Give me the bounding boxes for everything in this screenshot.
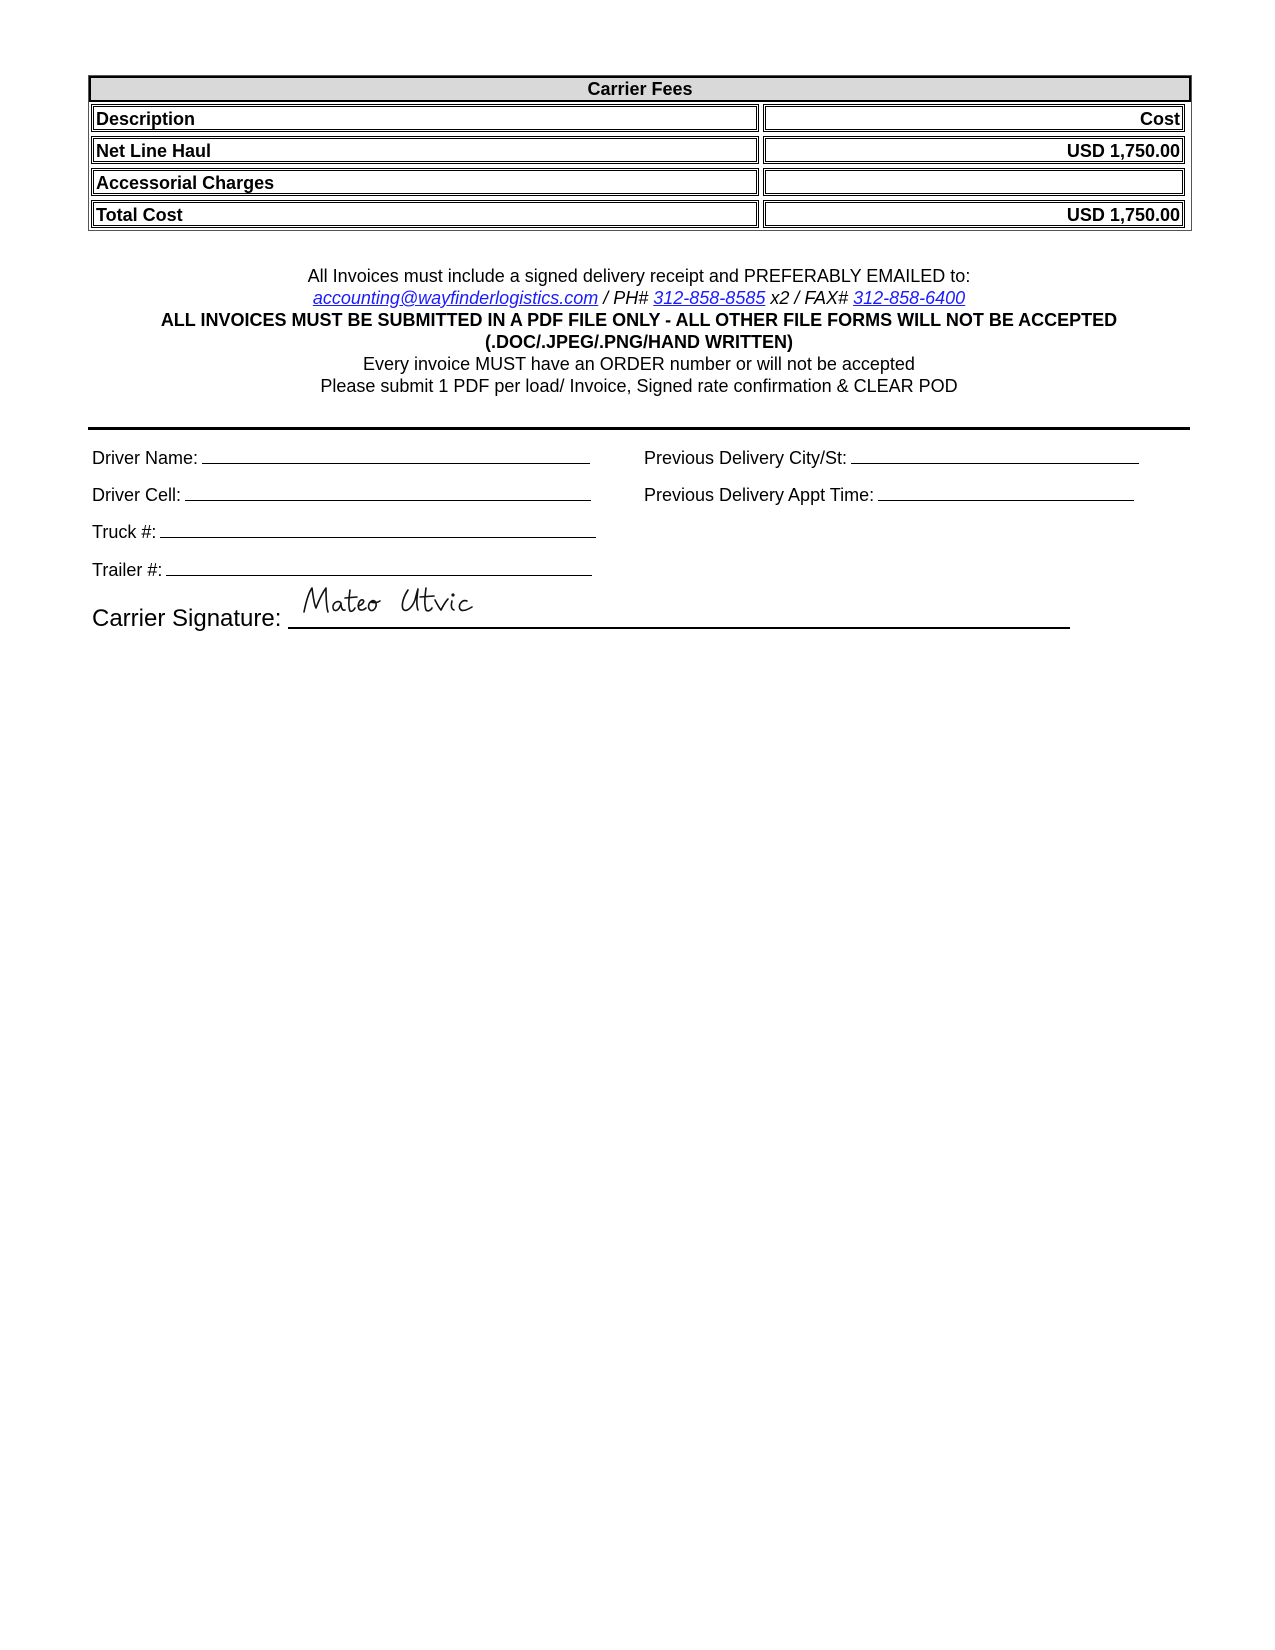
column-header-description: Description: [91, 104, 759, 132]
truck-field: [92, 519, 596, 543]
row-cost: USD 1,750.00: [763, 200, 1185, 228]
contact-line: [88, 287, 1190, 309]
driver-cell-label: Driver Cell:: [92, 485, 182, 505]
phone-label: / PH#: [598, 288, 654, 308]
table-row: [89, 136, 1191, 164]
previous-delivery-city-field: [644, 445, 1139, 469]
section-divider: [88, 427, 1190, 430]
carrier-signature-label: Carrier Signature:: [92, 605, 282, 632]
table-row: [89, 200, 1191, 228]
driver-cell-input[interactable]: [185, 482, 591, 501]
driver-name-label: Driver Name:: [92, 448, 199, 468]
row-cost: [763, 168, 1185, 196]
pdf-only-notice: ALL INVOICES MUST BE SUBMITTED IN A PDF FILE ONLY - ALL OTHER FILE FORMS WILL NOT BE ACCEPTED: [160, 310, 1118, 330]
previous-delivery-city-input[interactable]: [851, 445, 1139, 464]
trailer-field: [92, 557, 592, 581]
driver-name-field: [92, 445, 590, 469]
row-description: Net Line Haul: [91, 136, 759, 164]
table-header-row: [89, 104, 1191, 132]
instructions-line-1: All Invoices must include a signed delivery receipt and PREFERABLY EMAILED to:: [307, 266, 971, 286]
handwritten-signature: [300, 582, 500, 628]
driver-name-input[interactable]: [202, 445, 590, 464]
phone-link[interactable]: 312-858-8585: [653, 288, 766, 308]
previous-delivery-appt-input[interactable]: [878, 482, 1134, 501]
order-number-notice: Every invoice MUST have an ORDER number or will not be accepted: [363, 354, 915, 374]
driver-cell-field: [92, 482, 591, 506]
invoice-instructions: [88, 265, 1190, 397]
previous-delivery-appt-field: [644, 482, 1134, 506]
trailer-label: Trailer #:: [92, 560, 163, 580]
submit-notice: Please submit 1 PDF per load/ Invoice, Signed rate confirmation & CLEAR POD: [320, 376, 958, 396]
truck-input[interactable]: [160, 519, 596, 538]
previous-delivery-city-label: Previous Delivery City/St:: [644, 448, 848, 468]
excluded-formats: (.DOC/.JPEG/.PNG/HAND WRITTEN): [484, 332, 793, 352]
row-description: Total Cost: [91, 200, 759, 228]
previous-delivery-appt-label: Previous Delivery Appt Time:: [644, 485, 875, 505]
ext-fax-label: x2 / FAX#: [765, 288, 854, 308]
row-description: Accessorial Charges: [91, 168, 759, 196]
trailer-input[interactable]: [166, 557, 592, 576]
table-row: [89, 168, 1191, 196]
carrier-fees-table: [88, 75, 1192, 231]
truck-label: Truck #:: [92, 522, 157, 542]
fax-link[interactable]: 312-858-6400: [853, 288, 966, 308]
carrier-fees-title: Carrier Fees: [89, 76, 1191, 102]
column-header-cost: Cost: [763, 104, 1185, 132]
row-cost: USD 1,750.00: [763, 136, 1185, 164]
accounting-email-link[interactable]: accounting@wayfinderlogistics.com: [312, 288, 599, 308]
